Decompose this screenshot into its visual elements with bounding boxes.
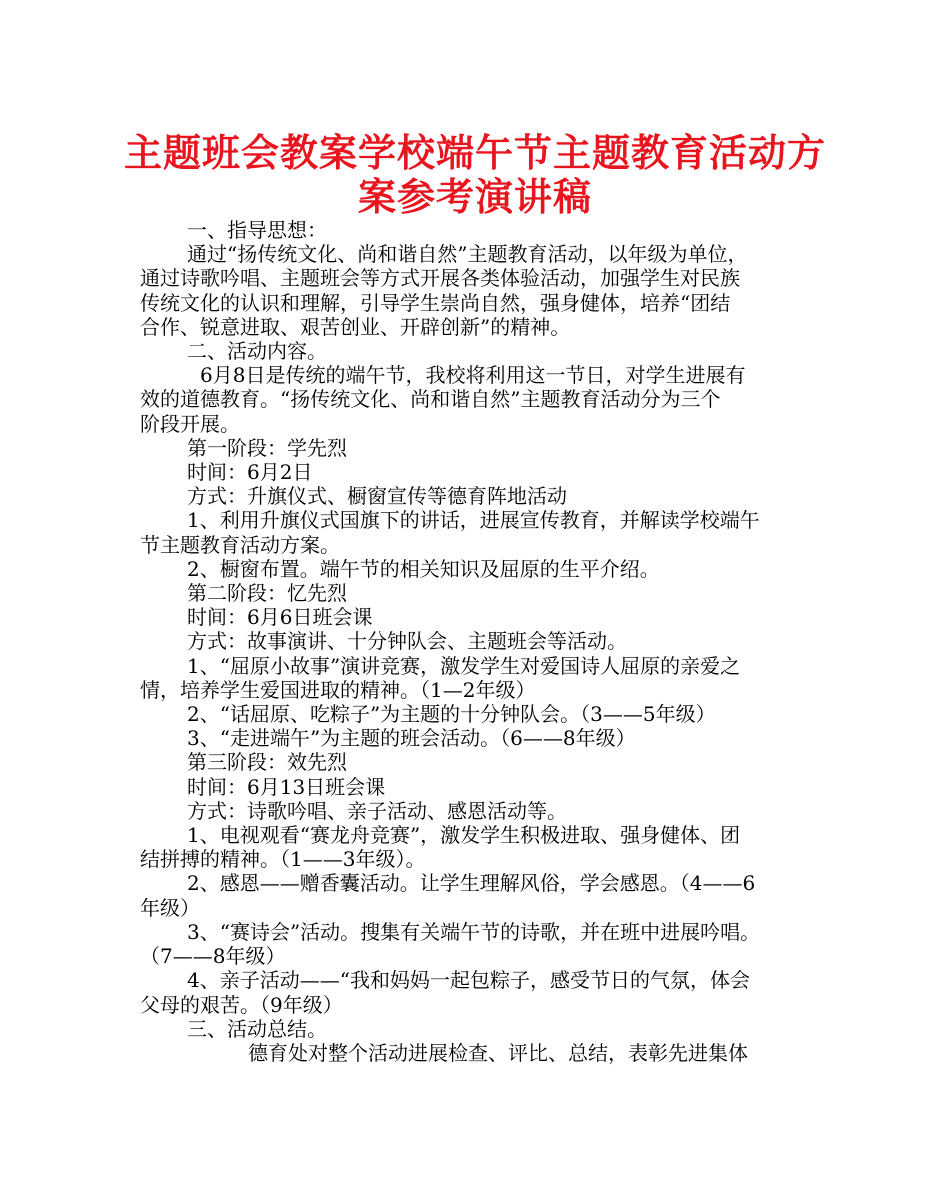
stage-heading: 第二阶段：忆先烈 bbox=[187, 581, 347, 606]
paragraph-line: 结拼搏的精神。（1——3年级）。 bbox=[140, 847, 426, 872]
stage-heading: 第三阶段：效先烈 bbox=[187, 750, 347, 775]
paragraph-line: 父母的艰苦。（9年级） bbox=[140, 992, 343, 1017]
paragraph-line: 阶段开展。 bbox=[140, 411, 240, 436]
paragraph-line: 方式：诗歌吟唱、亲子活动、感恩活动等。 bbox=[187, 798, 567, 823]
paragraph-line: （7——8年级） bbox=[140, 944, 286, 969]
paragraph-line: 1、“屈原小故事”演讲竞赛，激发学生对爱国诗人屈原的亲爱之 bbox=[187, 653, 741, 678]
paragraph-line: 情，培养学生爱国进取的精神。（1—2年级） bbox=[140, 677, 536, 702]
document-title-line-1: 主题班会教案学校端午节主题教育活动方 bbox=[123, 131, 826, 175]
paragraph-line: 6月8日是传统的端午节，我校将利用这一节日，对学生进展有 bbox=[200, 363, 746, 388]
paragraph-line: 3、“走进端午”为主题的班会活动。（6——8年级） bbox=[187, 726, 636, 751]
paragraph-line: 时间：6月13日班会课 bbox=[187, 774, 386, 799]
paragraph-line: 2、“话屈原、吃粽子”为主题的十分钟队会。（3——5年级） bbox=[187, 702, 716, 727]
paragraph-line: 1、利用升旗仪式国旗下的讲话，进展宣传教育，并解读学校端午 bbox=[187, 508, 760, 533]
paragraph-line: 通过“扬传统文化、尚和谐自然”主题教育活动，以年级为单位， bbox=[187, 242, 748, 267]
paragraph-line: 2、感恩——赠香囊活动。让学生理解风俗，学会感恩。（4——6 bbox=[187, 871, 756, 896]
paragraph-line: 效的道德教育。“扬传统文化、尚和谐自然”主题教育活动分为三个 bbox=[140, 387, 721, 412]
paragraph-line: 通过诗歌吟唱、主题班会等方式开展各类体验活动，加强学生对民族 bbox=[140, 266, 740, 291]
paragraph-line: 传统文化的认识和理解，引导学生崇尚自然，强身健体，培养“团结 bbox=[140, 290, 731, 315]
paragraph-line: 节主题教育活动方案。 bbox=[140, 532, 340, 557]
paragraph-line: 方式：升旗仪式、橱窗宣传等德育阵地活动 bbox=[187, 484, 567, 509]
paragraph-line: 2、橱窗布置。端午节的相关知识及屈原的生平介绍。 bbox=[187, 556, 660, 581]
paragraph-line: 3、“赛诗会”活动。搜集有关端午节的诗歌，并在班中进展吟唱。 bbox=[187, 919, 761, 944]
paragraph-line: 年级） bbox=[140, 895, 200, 920]
document-body bbox=[140, 218, 820, 1065]
section-heading: 一、指导思想： bbox=[187, 218, 327, 242]
paragraph-line: 时间：6月6日班会课 bbox=[187, 605, 373, 630]
paragraph-line: 1、电视观看“赛龙舟竞赛”，激发学生积极进取、强身健体、团 bbox=[187, 823, 741, 848]
paragraph-line: 合作、锐意进取、艰苦创业、开辟创新”的精神。 bbox=[140, 314, 571, 339]
paragraph-line: 4、亲子活动——“我和妈妈一起包粽子，感受节日的气氛，体会 bbox=[187, 968, 750, 993]
paragraph-line: 时间：6月2日 bbox=[187, 460, 313, 485]
paragraph-line: 方式：故事演讲、十分钟队会、主题班会等活动。 bbox=[187, 629, 627, 654]
paragraph-line: 德育处对整个活动进展检查、评比、总结，表彰先进集体 bbox=[248, 1040, 748, 1065]
document-title-line-2: 案参考演讲稿 bbox=[357, 175, 592, 219]
section-heading: 三、活动总结。 bbox=[187, 1016, 327, 1041]
section-heading: 二、活动内容。 bbox=[187, 339, 327, 364]
stage-heading: 第一阶段：学先烈 bbox=[187, 435, 347, 460]
